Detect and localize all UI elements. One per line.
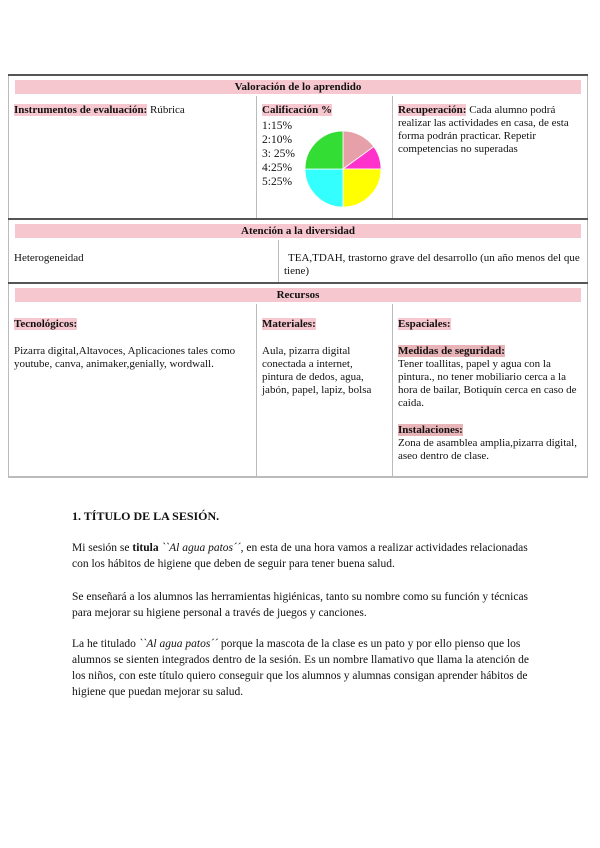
pie-slice-3: [343, 169, 381, 207]
calificacion-item: 2:10%: [262, 134, 293, 146]
section-title: Recursos: [15, 288, 581, 302]
calificacion-pie-chart: [298, 124, 388, 214]
instalaciones-value: Zona de asamblea amplia,pizarra digital, aseo dentro de clase.: [398, 437, 577, 462]
recuperacion-cell: [398, 104, 578, 156]
instalaciones-label: Instalaciones:: [398, 424, 463, 436]
divider: [256, 304, 257, 476]
divider: [392, 304, 393, 476]
espaciales-cell: [398, 318, 578, 463]
divider: [392, 96, 393, 218]
instrumentos-cell: [14, 104, 250, 117]
calificacion-item: 5:25%: [262, 176, 293, 188]
tecnologicos-label: Tecnológicos:: [14, 318, 78, 330]
divider: [256, 96, 257, 218]
p3-rest: porque la mascota de la clase es un pato y por ello pienso que los alumnos se sienten integrados dentro de la sesión. Es un nombre llamativo que llama la atención de los niños, con este título quiero conseguir que los alumnos y alumnas consigan aprender hábitos de higiene que puedan mejorar su salud.: [72, 638, 530, 698]
p1-rest: , en esta de una hora vamos a realizar actividades relacionadas con los hábitos de higiene que deben de seguir para tener buena salud.: [72, 542, 528, 570]
diversidad-left: Heterogeneidad: [14, 252, 84, 264]
calificacion-cell: [262, 104, 382, 117]
seguridad-label: Medidas de seguridad:: [398, 345, 505, 357]
tecnologicos-value: Pizarra digital,Altavoces, Aplicaciones tales como youtube, canva, animaker,genially, wordwall.: [14, 345, 236, 370]
section-recursos-header: [8, 282, 588, 306]
section-diversidad-header: [8, 218, 588, 242]
paragraph-3: [72, 636, 532, 700]
recuperacion-value: Cada alumno podrá realizar las actividades en casa, de esta forma podrán practicar. Repetir competencias no superadas: [398, 104, 569, 155]
p3-italic: ``Al agua patos´´: [138, 638, 218, 650]
instrumentos-label: Instrumentos de evaluación:: [14, 104, 148, 116]
p3-text: La he titulado: [72, 638, 139, 650]
espaciales-label: Espaciales:: [398, 318, 451, 330]
section-title: Atención a la diversidad: [15, 224, 581, 238]
seguridad-value: Tener toallitas, papel y agua con la pintura., no tener mobiliario cerca a la hora de bailar, Botiquín cerca en caso de caida.: [398, 358, 577, 409]
materiales-cell: [262, 318, 386, 397]
pie-slice-5: [305, 131, 343, 169]
section-heading: 1. TÍTULO DE LA SESIÓN.: [72, 509, 220, 523]
section-valoracion-header: [8, 74, 588, 98]
diversidad-right: TEA,TDAH, trastorno grave del desarrollo (un año menos del que tiene): [284, 252, 580, 277]
calificacion-item: 1:15%: [262, 120, 293, 132]
pie-slice-4: [305, 169, 343, 207]
p1-italic: ``Al agua patos´´: [158, 542, 241, 554]
paragraph-1: [72, 540, 532, 572]
tecnologicos-cell: [14, 318, 250, 371]
calificacion-label: Calificación %: [262, 104, 332, 116]
p1-bold: titula: [132, 542, 159, 554]
p1-text: Mi sesión se: [72, 542, 133, 554]
materiales-label: Materiales:: [262, 318, 316, 330]
divider: [278, 240, 279, 282]
materiales-value: Aula, pizarra digital conectada a internet, pintura de dedos, agua, jabón, papel, lapiz, bolsa: [262, 345, 372, 396]
calificacion-item: 3: 25%: [262, 148, 295, 160]
section-title: Valoración de lo aprendido: [15, 80, 581, 94]
paragraph-2: Se enseñará a los alumnos las herramientas higiénicas, tanto su nombre como su función y técnicas para mejorar su higiene personal a través de juegos y canciones.: [72, 591, 529, 619]
instrumentos-value: Rúbrica: [147, 104, 185, 116]
recuperacion-label: Recuperación:: [398, 104, 467, 116]
calificacion-item: 4:25%: [262, 162, 293, 174]
